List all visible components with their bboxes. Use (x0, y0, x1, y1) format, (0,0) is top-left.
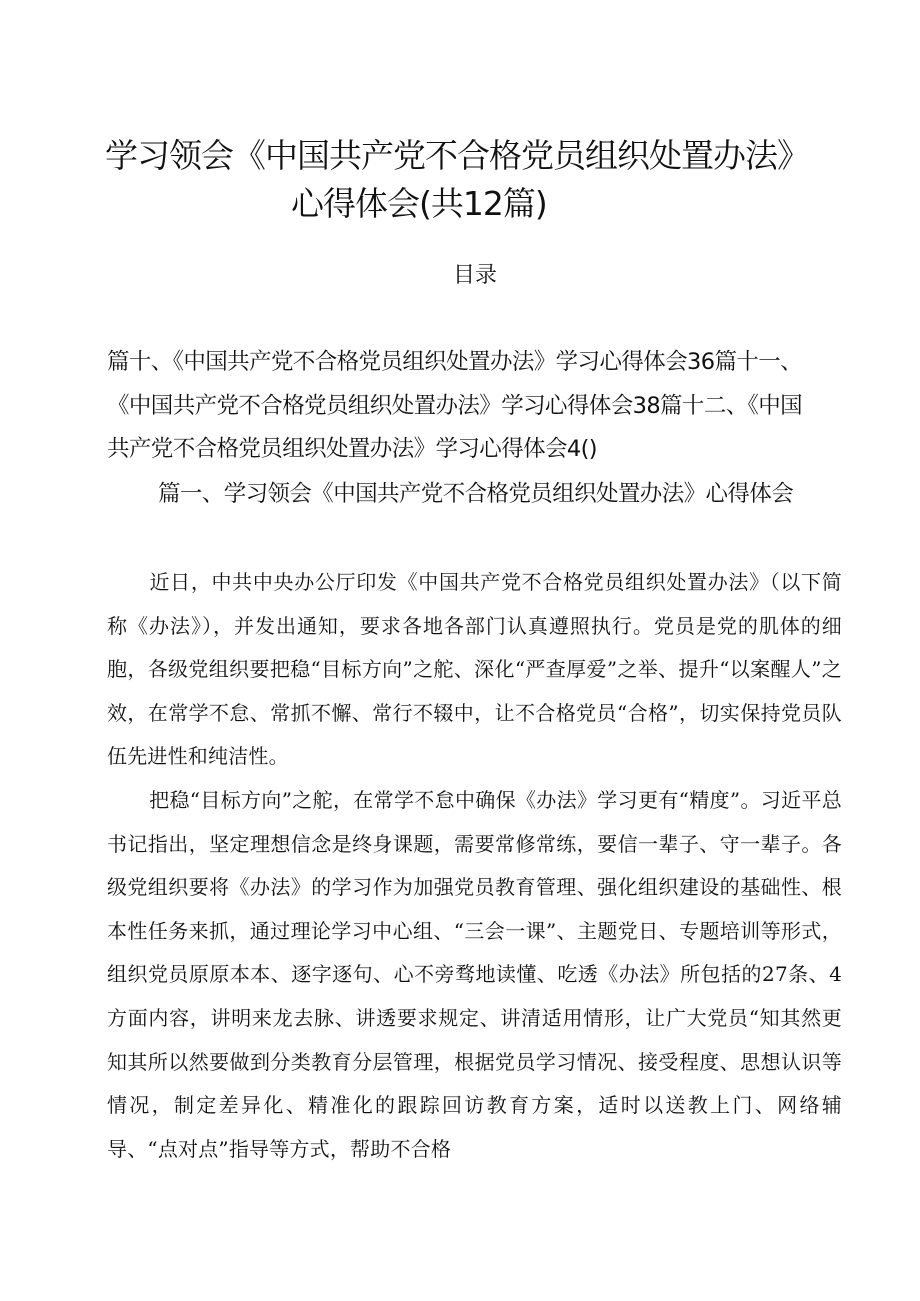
body-paragraph (107, 561, 842, 779)
toc-heading: 目录 (453, 263, 498, 288)
toc-line: 共产党不合格党员组织处置办法》学习心得体会4() (107, 436, 597, 462)
toc-line: 《中国共产党不合格党员组织处置办法》学习心得体会38篇十二、《中国 (107, 393, 803, 419)
toc-line: 篇一、学习领会《中国共产党不合格党员组织处置办法》心得体会 (158, 481, 794, 507)
body-paragraph (107, 779, 842, 1171)
document-title-line-2: 心得体会(共12篇) (291, 184, 547, 223)
paragraph-text: 把稳“目标方向”之舵，在常学不怠中确保《办法》学习更有“精度”。习近平总书记指出，坚定理想信念是终身课题，需要常修常练，要信一辈子、守一辈子。各级党组织要将《办法》的学习作为加强党员教育管理、强化组织建设的基础性、根本性任务来抓，通过理论学习中心组、“三会一课”、主题党日、专题培训等形式，组织党员原原本本、逐字逐句、心不旁骛地读懂、吃透《办法》所包括的27条、4方面内容，讲明来龙去脉、讲透要求规定、讲清适用情形，让广大党员“知其然更知其所以然要做到分类教育分层管理，根据党员学习情况、接受程度、思想认识等情况，制定差异化、精准化的跟踪回访教育方案，适时以送教上门、网络辅导、“点对点”指导等方式，帮助不合格 (107, 788, 842, 1161)
document-title-line-1: 学习领会《中国共产党不合格党员组织处置办法》 (105, 136, 809, 175)
toc-line: 篇十、《中国共产党不合格党员组织处置办法》学习心得体会36篇十一、 (107, 349, 803, 375)
paragraph-text: 近日，中共中央办公厅印发《中国共产党不合格党员组织处置办法》（以下简称《办法》），并发出通知，要求各地各部门认真遵照执行。党员是党的肌体的细胞，各级党组织要把稳“目标方向”之舵、深化“严查厚爱”之举、提升“以案醒人”之效，在常学不怠、常抓不懈、常行不辍中，让不合格党员“合格”，切实保持党员队伍先进性和纯洁性。 (107, 570, 842, 769)
